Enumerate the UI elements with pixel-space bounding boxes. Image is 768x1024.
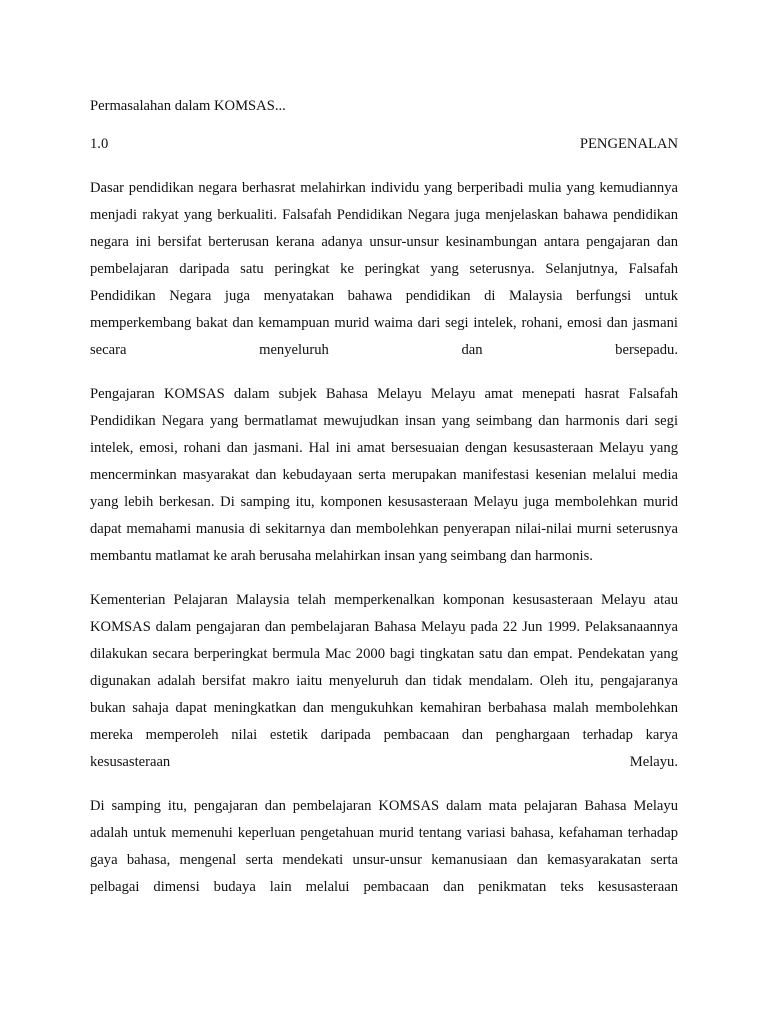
paragraph-3: Kementerian Pelajaran Malaysia telah memperkenalkan komponan kesusasteraan Melayu atau KOMSAS dalam pengajaran dan pembelajaran Bahasa Melayu pada 22 Jun 1999. Pelaksanaannya dilakukan secara berperingkat bermula Mac 2000 bagi tingkatan satu dan empat. Pendekatan yang digunakan adalah bersifat makro iaitu menyeluruh dan tidak mendalam. Oleh itu, pengajaranya bukan sahaja dapat meningkatkan dan mengukuhkan kemahiran berbahasa malah membolehkan mereka memperoleh nilai estetik daripada pembacaan dan penghargaan terhadap karya kesusasteraan Melayu. xyxy=(90,592,678,770)
paragraph-2: Pengajaran KOMSAS dalam subjek Bahasa Melayu Melayu amat menepati hasrat Falsafah Pendidikan Negara yang bermatlamat mewujudkan insan yang seimbang dan harmonis dari segi intelek, emosi, rohani dan jasmani. Hal ini amat bersesuaian dengan kesusasteraan Melayu yang mencerminkan masyarakat dan kebudayaan serta merupakan manifestasi kesenian melalui media yang lebih berkesan. Di samping itu, komponen kesusasteraan Melayu juga membolehkan murid dapat memahami manusia di sekitarnya dan membolehkan penyerapan nilai-nilai murni seterusnya membantu matlamat ke arah berusaha melahirkan insan yang seimbang dan harmonis. xyxy=(90,386,678,564)
section-heading xyxy=(90,131,678,158)
section-number: 1.0 xyxy=(90,136,109,152)
paragraph-1: Dasar pendidikan negara berhasrat melahirkan individu yang berperibadi mulia yang kemudiannya menjadi rakyat yang berkualiti. Falsafah Pendidikan Negara juga menjelaskan bahawa pendidikan negara ini bersifat berterusan kerana adanya unsur-unsur kesinambungan antara pengajaran dan pembelajaran daripada satu peringkat ke peringkat yang seterusnya. Selanjutnya, Falsafah Pendidikan Negara juga menyatakan bahawa pendidikan di Malaysia berfungsi untuk memperkembang bakat dan kemampuan murid waima dari segi intelek, rohani, emosi dan jasmani secara menyeluruh dan bersepadu. xyxy=(90,180,678,358)
paragraph-4: Di samping itu, pengajaran dan pembelajaran KOMSAS dalam mata pelajaran Bahasa Melayu adalah untuk memenuhi keperluan pengetahuan murid tentang variasi bahasa, kefahaman terhadap gaya bahasa, mengenal serta mendekati unsur-unsur kemanusiaan dan kemasyarakatan serta pelbagai dimensi budaya lain melalui pembacaan dan penikmatan teks kesusasteraan xyxy=(90,798,678,895)
section-title: PENGENALAN xyxy=(579,136,678,152)
document-title: Permasalahan dalam KOMSAS... xyxy=(90,98,286,114)
document-page xyxy=(90,93,678,901)
